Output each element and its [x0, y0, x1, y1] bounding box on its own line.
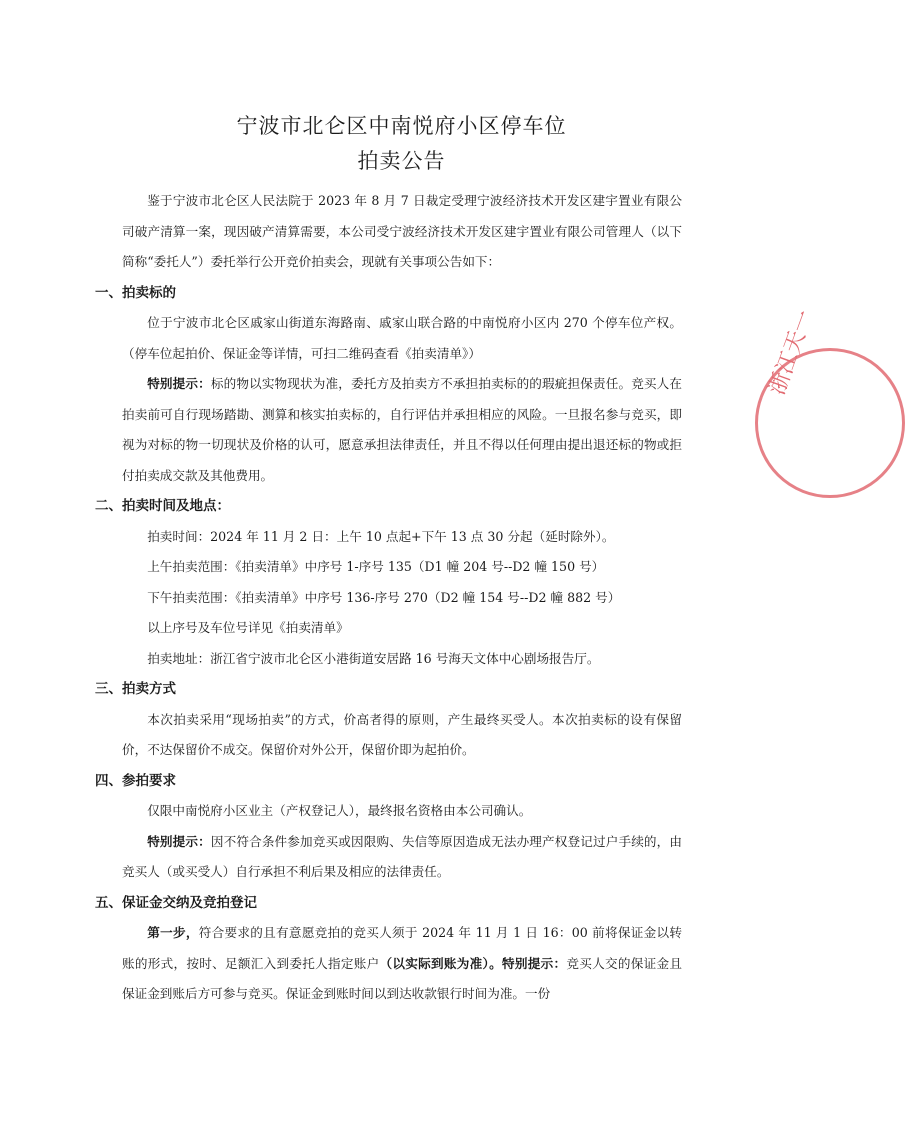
- auction-time: 拍卖时间：2024 年 11 月 2 日：上午 10 点起+下午 13 点 30 分起（延时除外）。: [147, 528, 615, 544]
- section3-paragraph: 本次拍卖采用“现场拍卖”的方式，价高者得的原则，产生最终买受人。本次拍卖标的设有保留价，不达保留价不成交。保留价对外公开，保留价即为起拍价。: [122, 711, 682, 757]
- afternoon-range: 下午拍卖范围：《拍卖清单》中序号 136-序号 270（D2 幢 154 号--D2 幢 882 号）: [147, 589, 621, 605]
- section-heading-5: 五、保证金交纳及竞拍登记: [95, 894, 257, 911]
- section4-tip: [122, 827, 682, 888]
- section-heading-4: 四、参拍要求: [95, 772, 176, 789]
- section-heading-1: 一、拍卖标的: [95, 284, 176, 301]
- step-label: 第一步，: [147, 925, 199, 940]
- step-bold: （以实际到账为准）。: [379, 955, 503, 971]
- document-title: 宁波市北仑区中南悦府小区停车位: [236, 114, 567, 138]
- section-heading-3: 三、拍卖方式: [95, 681, 176, 697]
- tip-label: 特别提示：: [147, 833, 211, 849]
- tip-label: 特别提示：: [147, 376, 211, 391]
- auction-place: 拍卖地址：浙江省宁波市北仑区小港街道安居路 16 号海天文体中心剧场报告厅。: [147, 650, 600, 666]
- tip-text: 竞买人交的保证金且保证金到账后方可参与竞买。保证金到账时间以到达收款银行时间为准。一份: [122, 955, 683, 1001]
- morning-range: 上午拍卖范围：《拍卖清单》中序号 1-序号 135（D1 幢 204 号--D2 幢 150 号）: [147, 559, 605, 574]
- seal-text: 浙江天一: [764, 307, 819, 399]
- intro-paragraph: 鉴于宁波市北仑区人民法院于 2023 年 8 月 7 日裁定受理宁波经济技术开发区建宇置业有限公司破产清算一案，现因破产清算需要，本公司受宁波经济技术开发区建宇置业有限公司管理人（以下简称“委托人”）委托举行公开竞价拍卖会，现就有关事项公告如下：: [122, 193, 682, 269]
- section5-paragraph: [122, 918, 682, 1010]
- tip-label: 特别提示：: [502, 955, 567, 971]
- section1-tip: [122, 369, 682, 491]
- range-note: 以上序号及车位号详见《拍卖清单》: [147, 620, 349, 635]
- section-heading-2: 二、拍卖时间及地点：: [95, 498, 230, 514]
- tip-text: 标的物以实物现状为准，委托方及拍卖方不承担拍卖标的的瑕疵担保责任。竞买人在拍卖前可自行现场踏勘、测算和核实拍卖标的，自行评估并承担相应的风险。一旦报名参与竞买，即视为对标的物一切现状及价格的认可，愿意承担法律责任，并且不得以任何理由提出退还标的物或拒付拍卖成交款及其他费用。: [122, 376, 683, 483]
- tip-text: 因不符合条件参加竞买或因限购、失信等原因造成无法办理产权登记过户手续的，由竞买人（或买受人）自行承担不利后果及相应的法律责任。: [122, 833, 683, 879]
- document-body: [95, 186, 683, 1010]
- section1-paragraph: 位于宁波市北仑区戚家山街道东海路南、戚家山联合路的中南悦府小区内 270 个停车位产权。（停车位起拍价、保证金等详情，可扫二维码查看《拍卖清单》）: [122, 315, 682, 361]
- document-subtitle: 拍卖公告: [357, 149, 446, 173]
- step-text: 符合要求的且有意愿竞拍的竞买人须于 2024 年 11 月 1 日 16：00 前将保证金以转账的形式，按时、足额汇入到委托人指定账户: [122, 925, 682, 971]
- section4-paragraph: 仅限中南悦府小区业主（产权登记人），最终报名资格由本公司确认。: [147, 803, 532, 818]
